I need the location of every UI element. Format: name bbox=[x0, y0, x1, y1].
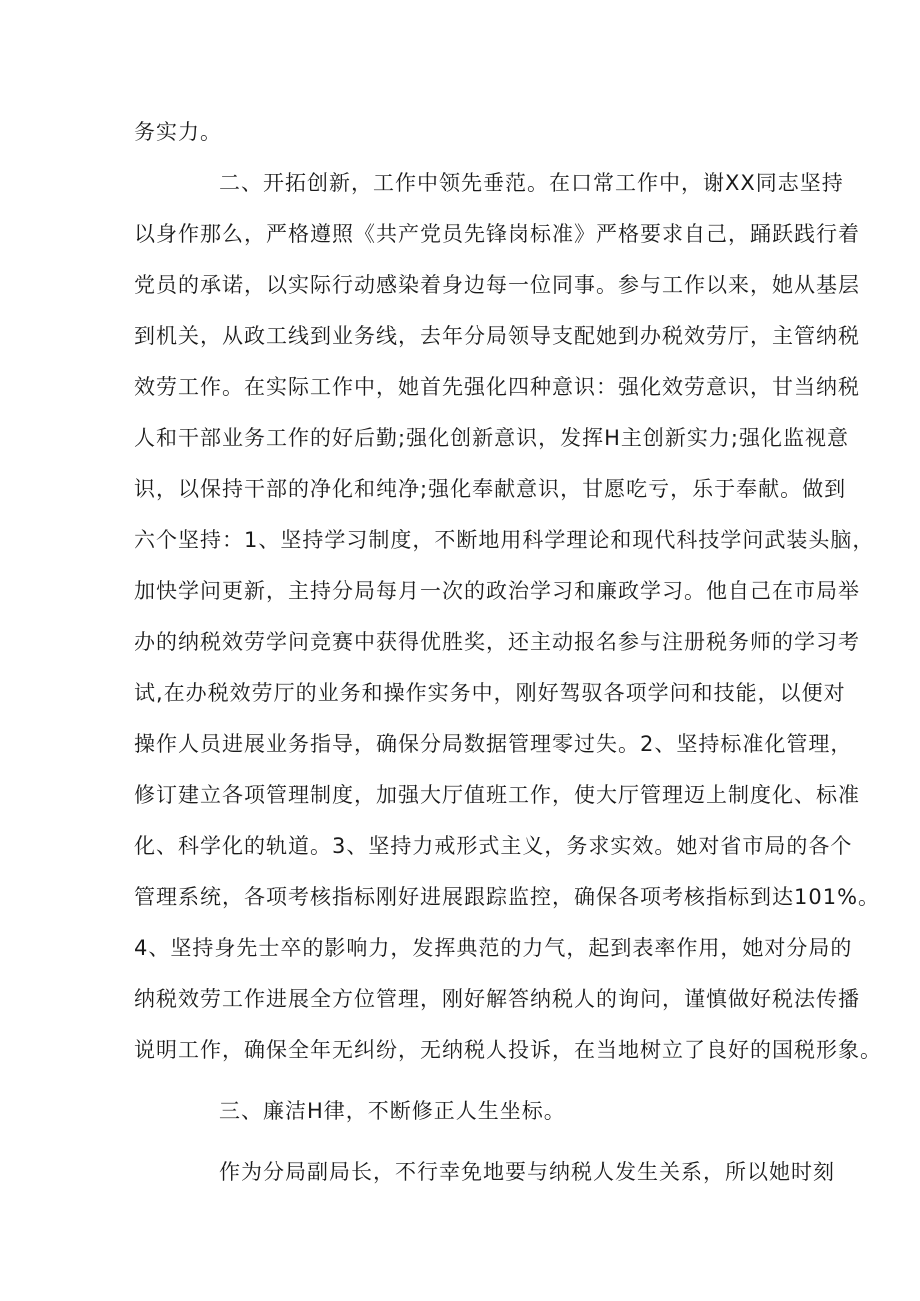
text-line: 党员的承诺，以实际行动感染着身边每一位同事。参与工作以来，她从基层 bbox=[134, 273, 860, 297]
text-line: 六个坚持：1、坚持学习制度，不断地用科学理论和现代科技学问武装头脑， bbox=[134, 528, 875, 552]
text-line: 务实力。 bbox=[134, 120, 222, 144]
text-line: 办的纳税效劳学问竞赛中获得优胜奖，还主动报名参与注册税务师的学习考 bbox=[134, 630, 860, 654]
text-line: 以身作那么，严格遵照《共产党员先锋岗标准》严格要求自己，踊跃践行着 bbox=[134, 222, 860, 246]
text-line: 到机关，从政工线到业务线，去年分局领导支配她到办税效劳厅，主管纳税 bbox=[134, 324, 860, 348]
text-line: 效劳工作。在实际工作中，她首先强化四种意识：强化效劳意识，甘当纳税 bbox=[134, 375, 860, 399]
text-line: 管理系统，各项考核指标刚好进展跟踪监控，确保各项考核指标到达101%。 bbox=[134, 885, 881, 909]
text-line: 加快学问更新，主持分局每月一次的政治学习和廉政学习。他自己在市局举 bbox=[134, 579, 860, 603]
text-line: 人和干部业务工作的好后勤;强化创新意识，发挥H主创新实力;强化监视意 bbox=[134, 426, 849, 450]
text-line: 4、坚持身先士卒的影响力，发挥典范的力气，起到表率作用，她对分局的 bbox=[134, 936, 853, 960]
text-line: 作为分局副局长，不行幸免地要与纳税人发生关系，所以她时刻 bbox=[219, 1160, 835, 1184]
section-heading-line: 二、开拓创新，工作中领先垂范。在口常工作中，谢XX同志坚持 bbox=[219, 171, 844, 195]
text-line: 说明工作，确保全年无纠纷，无纳税人投诉，在当地树立了良好的国税形象。 bbox=[134, 1038, 882, 1062]
text-line: 化、科学化的轨道。3、坚持力戒形式主义，务求实效。她对省市局的各个 bbox=[134, 834, 853, 858]
text-line: 识，以保持干部的净化和纯净;强化奉献意识，甘愿吃亏，乐于奉献。做到 bbox=[134, 477, 847, 501]
section-heading-line: 三、廉洁H律，不断修正人生坐标。 bbox=[219, 1099, 566, 1123]
text-line: 纳税效劳工作进展全方位管理，刚好解答纳税人的询问，谨慎做好税法传播 bbox=[134, 987, 860, 1011]
text-line: 操作人员进展业务指导，确保分局数据管理零过失。2、坚持标准化管理， bbox=[134, 732, 853, 756]
text-line: 试,在办税效劳厅的业务和操作实务中，刚好驾驭各项学问和技能，以便对 bbox=[134, 681, 846, 705]
text-line: 修订建立各项管理制度，加强大厅值班工作，使大厅管理迈上制度化、标准 bbox=[134, 783, 860, 807]
